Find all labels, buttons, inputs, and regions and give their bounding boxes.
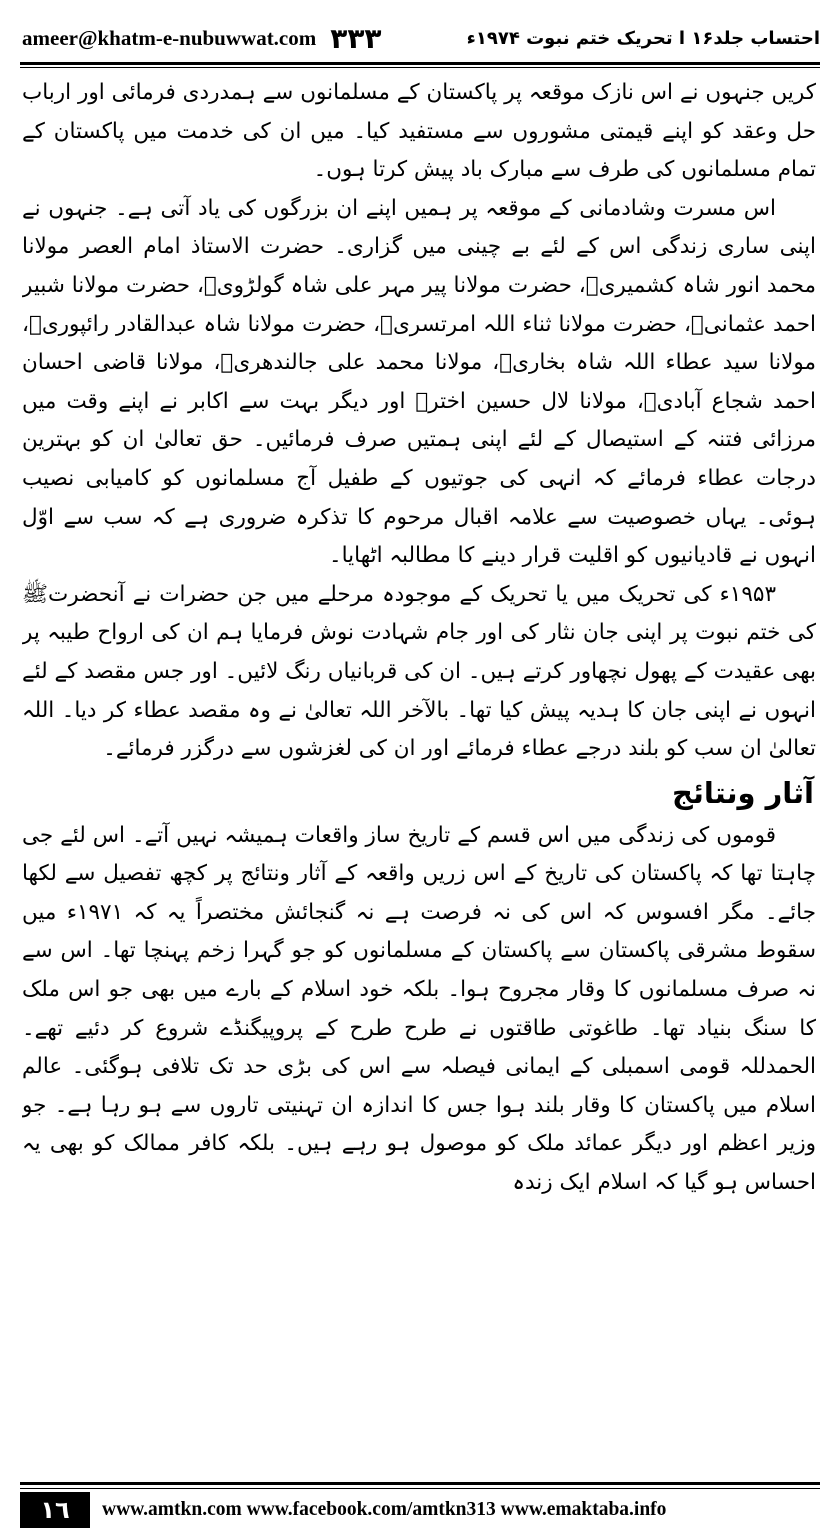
header-page-number: ٣٣٣ bbox=[330, 21, 382, 55]
footer-page-number: ١٦ bbox=[20, 1492, 90, 1528]
header-rule-thin bbox=[20, 67, 820, 68]
page-body bbox=[22, 74, 816, 1454]
footer-website-links: www.amtkn.com www.facebook.com/amtkn313 www.emaktaba.info bbox=[102, 1499, 667, 1520]
page-footer bbox=[20, 1488, 820, 1528]
footer-rule-thick bbox=[20, 1482, 820, 1485]
body-paragraph: کریں جنہوں نے اس نازک موقعہ پر پاکستان کے مسلمانوں سے ہمدردی فرمائی اور ارباب حل وعقد کو اپنے قیمتی مشوروں سے مستفید کیا۔ میں ان کی خدمت میں پاکستان کے تمام مسلمانوں کی طرف سے مبارک باد پیش کرتا ہوں۔ bbox=[22, 80, 816, 183]
header-left bbox=[22, 22, 382, 55]
page-header bbox=[22, 18, 820, 58]
body-paragraph: ۱۹۵۳ء کی تحریک میں یا تحریک کے موجودہ مرحلے میں جن حضرات نے آنحضرتﷺ کی ختم نبوت پر اپنی جان نثار کی اور جام شہادت نوش فرمایا ہم ان کی ارواح طیبہ پر بھی عقیدت کے پھول نچھاور کرتے ہیں۔ ان کی قربانیاں رنگ لائیں۔ اور جس مقصد کے لئے انہوں نے اپنی جان کا ہدیہ پیش کیا تھا۔ بالآخر اللہ تعالیٰ نے وہ مقصد عطاء کر دیا۔ اللہ تعالیٰ ان سب کو بلند درجے عطاء فرمائے اور ان کی لغزشوں سے درگزر فرمائے۔ bbox=[22, 581, 816, 762]
section-heading: آثار ونتائج bbox=[672, 775, 814, 810]
header-book-title: احتساب جلد۱۶ ا تحریک ختم نبوت ۱۹۷۴ء bbox=[466, 27, 820, 49]
body-paragraph: اس مسرت وشادمانی کے موقعہ پر ہمیں اپنے ان بزرگوں کی یاد آتی ہے۔ جنہوں نے اپنی ساری زندگی اس کے لئے بے چینی میں گزاری۔ حضرت الاستاذ امام العصر مولانا محمد انور شاہ کشمیریؒ، حضرت مولانا پیر مہر علی شاہ گولڑویؒ، حضرت مولانا شبیر احمد عثمانیؒ، حضرت مولانا ثناء اللہ امرتسریؒ، حضرت مولانا شاہ عبدالقادر رائپوریؒ، مولانا سید عطاء اللہ شاہ بخاریؒ، مولانا محمد علی جالندھریؒ، مولانا قاضی احسان احمد شجاع آبادیؒ، مولانا لال حسین اخترؒ اور دیگر بہت سے اکابر نے اپنے وقت میں مرزائی فتنہ کے استیصال کے لئے اپنی ہمتیں صرف فرمائیں۔ حق تعالیٰ ان کو بہترین درجات عطاء فرمائے کہ انہی کی جوتیوں کے طفیل آج مسلمانوں کو کامیابی نصیب ہوئی۔ یہاں خصوصیت سے علامہ اقبال مرحوم کا تذکرہ ضروری ہے کہ سب سے اوّل انہوں نے قادیانیوں کو اقلیت قرار دینے کا مطالبہ اٹھایا۔ bbox=[22, 195, 816, 569]
header-rule-thick bbox=[20, 62, 820, 65]
body-paragraph: قوموں کی زندگی میں اس قسم کے تاریخ ساز واقعات ہمیشہ نہیں آتے۔ اس لئے جی چاہتا تھا کہ پاکستان کی تاریخ کے اس زریں واقعہ کے آثار ونتائج پر کچھ تفصیل سے لکھا جائے۔ مگر افسوس کہ اس کی نہ فرصت ہے نہ گنجائش مختصراً یہ کہ ۱۹۷۱ء میں سقوط مشرقی پاکستان سے پاکستان کے مسلمانوں کو جو گہرا زخم پہنچا تھا۔ اس سے نہ صرف مسلمانوں کا وقار مجروح ہوا۔ بلکہ خود اسلام کے بارے میں بھی جو اس ملک کا سنگ بنیاد تھا۔ طاغوتی طاقتوں نے طرح طرح کے پروپیگنڈے شروع کر دئیے تھے۔ الحمدللہ قومی اسمبلی کے ایمانی فیصلہ سے اس کی بڑی حد تک تلافی ہوگئی۔ عالم اسلام میں پاکستان کا وقار بلند ہوا جس کا اندازہ ان تہنیتی تاروں سے ہو رہا ہے۔ جو وزیر اعظم اور دیگر عمائد ملک کو موصول ہو رہے ہیں۔ بلکہ کافر ممالک کو بھی یہ احساس ہو گیا کہ اسلام ایک زندہ bbox=[22, 822, 816, 1196]
header-email: ameer@khatm-e-nubuwwat.com bbox=[22, 25, 317, 50]
